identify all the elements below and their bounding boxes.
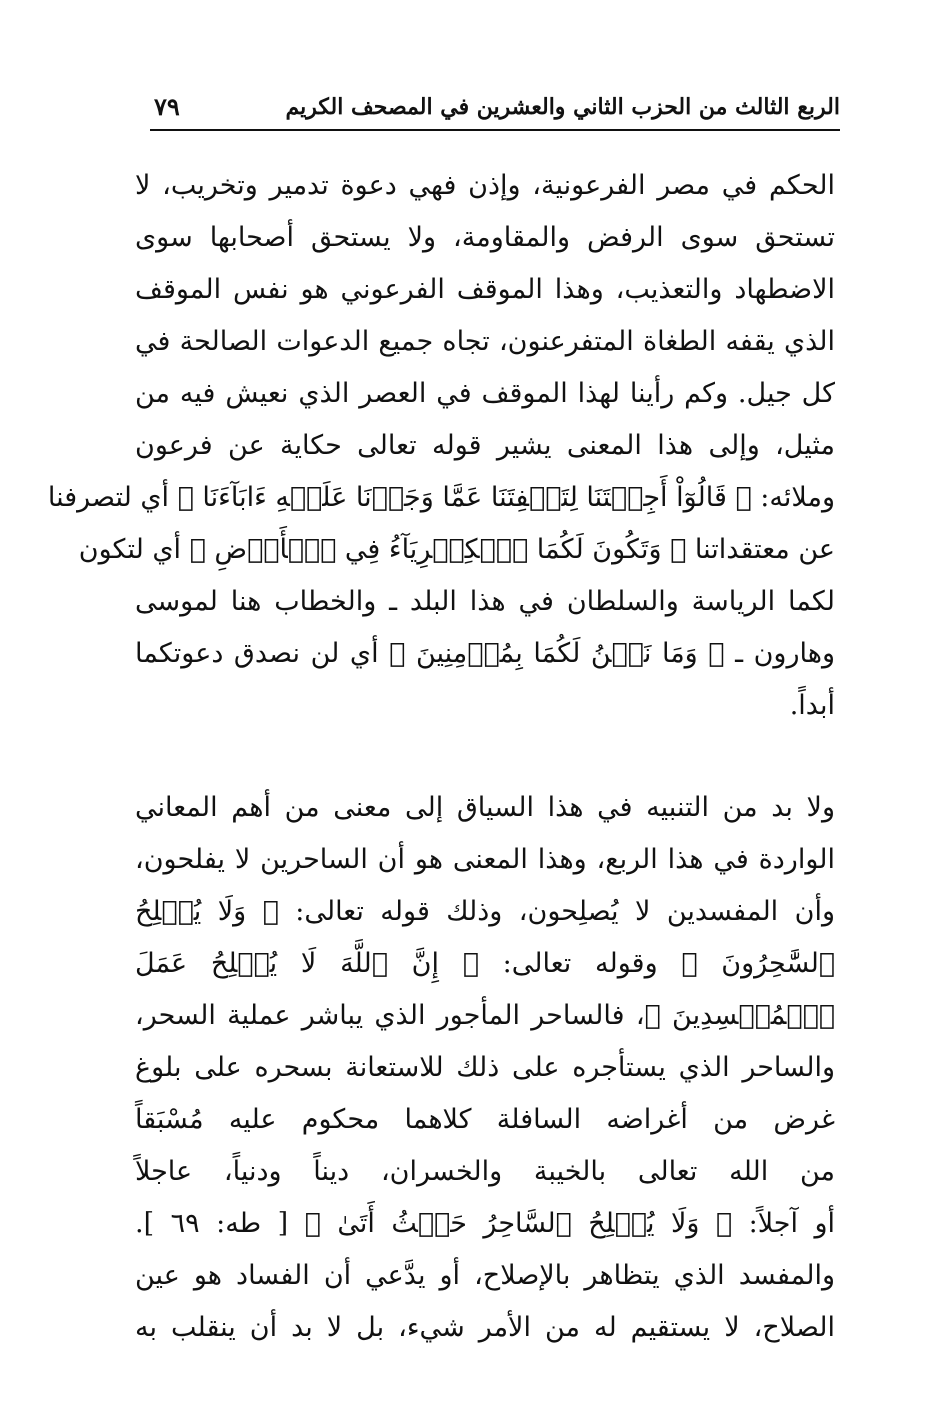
text-line: لكما الرياسة والسلطان في هذا البلد ـ والخطاب هنا لموسى [135,586,835,617]
text-line: وهارون ـ ﴿ وَمَا نَحۡنُ لَكُمَا بِمُؤۡمِنِينَ ﴾ أي لن نصدق دعوتكما [135,638,836,669]
paragraph [135,782,835,1354]
text-line: وأن المفسدين لا يُصلِحون، وذلك قوله تعالى: ﴿ وَلَا يُفۡلِحُ [135,896,835,927]
text-line: مثيل، وإلى هذا المعنى يشير قوله تعالى حكاية عن فرعون [135,430,835,461]
text-line: الواردة في هذا الربع، وهذا المعنى هو أن الساحرين لا يفلحون، [135,844,835,875]
text-line: أبداً. [789,690,835,721]
text-line: الذي يقفه الطغاة المتفرعنون، تجاه جميع الدعوات الصالحة في [135,326,835,357]
text-line: ولا بد من التنبيه في هذا السياق إلى معنى من أهم المعاني [135,792,835,823]
text-line: ٱلۡمُفۡسِدِينَ ﴾، فالساحر المأجور الذي يباشر عملية السحر، [135,1000,835,1031]
text-line: من الله تعالى بالخيبة والخسران، ديناً ودنياً، عاجلاً [135,1156,835,1187]
text-line: الاضطهاد والتعذيب، وهذا الموقف الفرعوني هو نفس الموقف [135,274,835,305]
text-line: ٱلسَّٰحِرُونَ ﴾ وقوله تعالى: ﴿ إِنَّ ٱللَّهَ لَا يُصۡلِحُ عَمَلَ [135,948,835,979]
paragraph-spacer [135,732,835,782]
text-line: كل جيل. وكم رأينا لهذا الموقف في العصر الذي نعيش فيه من [135,378,835,409]
text-line: والمفسد الذي يتظاهر بالإصلاح، أو يدَّعي أن الفساد هو عين [135,1260,835,1291]
text-line: أو آجلاً: ﴿ وَلَا يُفۡلِحُ ٱلسَّاحِرُ حَيۡثُ أَتَىٰ ﴾ [ طه: ٦٩ ]. [135,1208,836,1239]
text-line: الحكم في مصر الفرعونية، وإذن فهي دعوة تدمير وتخريب، لا [135,170,835,201]
text-line: غرض من أغراضه السافلة كلاهما محكوم عليه مُسْبَقاً [135,1104,835,1135]
text-line: عن معتقداتنا ﴿ وَتَكُونَ لَكُمَا ٱلۡكِبۡرِيَآءُ فِي ٱلۡأَرۡضِ ﴾ أي لتكون [78,534,835,565]
page-number: ٧٩ [154,92,180,121]
text-line: وملائه: ﴿ قَالُوٓاْ أَجِئۡتَنَا لِتَلۡفِتَنَا عَمَّا وَجَدۡنَا عَلَيۡهِ ءَابَآءَنَا ﴾ أي لتصرفنا [47,482,835,513]
paragraph [47,160,836,732]
page-header [150,88,840,132]
header-divider [150,129,840,131]
text-line: تستحق سوى الرفض والمقاومة، ولا يستحق أصحابها سوى [135,222,835,253]
running-title: الربع الثالث من الحزب الثاني والعشرين في المصحف الكريم [285,94,840,120]
text-line: الصلاح، لا يستقيم له من الأمر شيء، بل لا بد أن ينقلب به [135,1312,835,1343]
body-text [47,160,836,1354]
text-line: والساحر الذي يستأجره على ذلك للاستعانة بسحره على بلوغ [135,1052,835,1083]
